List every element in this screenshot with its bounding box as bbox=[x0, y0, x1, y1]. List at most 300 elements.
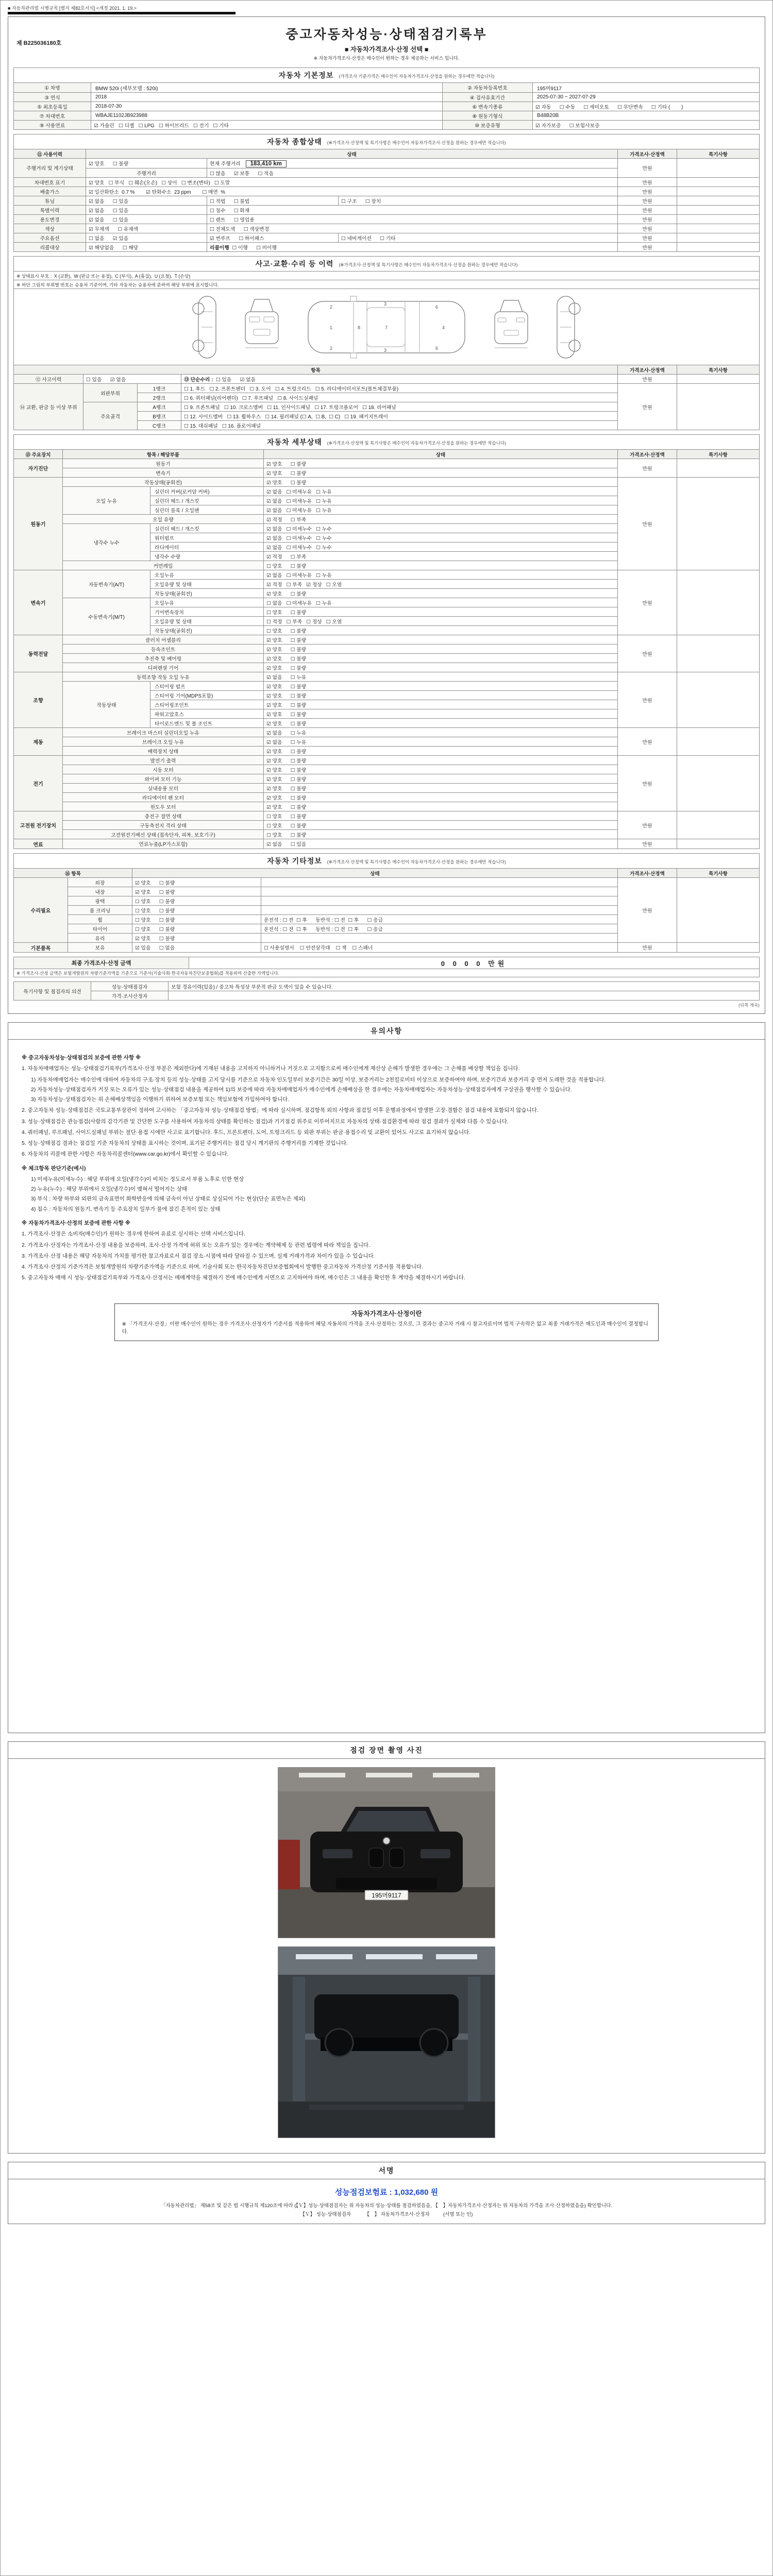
remark-cell bbox=[677, 215, 759, 224]
checkbox-group: ☑ 양호 ☐ 불량 bbox=[264, 802, 618, 811]
notice-paragraph: 2. 중고자동차 성능·상태점검은 국토교통부장관이 정하여 고시하는 「중고자동차 성능·상태점검 방법」에 따라 실시하며, 점검항목 외의 사항과 점검일 이후 운행과정에서 발생한 고장·결함은 점검 내용에 포함되지 않습니다. bbox=[22, 1107, 539, 1114]
subitem-label: 오일누유 bbox=[150, 570, 264, 580]
checkbox-group: ☑ 없음 ☐ 있음 bbox=[86, 206, 207, 215]
field-label: 튜닝 bbox=[14, 196, 86, 206]
subitem-label: 작동상태(공회전) bbox=[150, 589, 264, 598]
subitem-label: 오일유량 및 상태 bbox=[150, 617, 264, 626]
checkbox-group bbox=[261, 878, 618, 887]
group-label: 자기진단 bbox=[14, 459, 63, 478]
column-header: 가격조사·산정액 bbox=[617, 365, 677, 375]
sub-label: 타이어 bbox=[68, 924, 132, 934]
checkbox-group: ☐ 양호 ☐ 불량 bbox=[264, 626, 618, 635]
remark-cell bbox=[677, 224, 759, 233]
item-label: 고전원전기배선 상태 (접속단자, 피복, 보호기구) bbox=[63, 830, 264, 839]
field-label: 차대번호 표기 bbox=[14, 178, 86, 187]
notice-paragraph: 3. 성능·상태점검은 관능점검(사람의 감각기관 및 간단한 도구를 사용하여 자동차의 상태를 확인하는 점검)과 기기점검 위주로 이루어지므로 자동차의 상태·점검환경에 따라 점검 결과가 실제와 다를 수 있습니다. bbox=[22, 1118, 509, 1125]
column-header: 상태 bbox=[86, 149, 618, 159]
amount-cell: 만원 bbox=[617, 839, 677, 849]
checkbox-group: ☐ 15. 대쉬패널 ☐ 16. 플로어패널 bbox=[181, 421, 618, 430]
accident-history-table bbox=[13, 256, 760, 430]
item-label: 발전기 출력 bbox=[63, 756, 264, 765]
amount-cell: 만원 bbox=[617, 196, 677, 206]
checkbox-group: ☑ 양호 ☐ 불량 bbox=[264, 654, 618, 663]
recall-sub-label: 리콜이행 bbox=[210, 245, 229, 251]
checkbox-group: ☐ 양호 ☐ 불량 bbox=[132, 915, 261, 924]
field-label: 리콜대상 bbox=[14, 243, 86, 252]
remark-cell bbox=[677, 635, 759, 672]
remark-cell bbox=[677, 672, 759, 728]
checkbox-group bbox=[261, 934, 618, 943]
amount-cell: 만원 bbox=[617, 243, 677, 252]
checkbox-group: ☐ 없음 ☐ 미세누유 ☐ 누유 bbox=[264, 598, 618, 607]
checkbox-group: ☐ 양호 ☐ 불량 bbox=[132, 924, 261, 934]
item-label: 라디에이터 팬 모터 bbox=[63, 793, 264, 802]
odometer-cell bbox=[207, 159, 618, 168]
sub-label: 유리 bbox=[68, 934, 132, 943]
notice-paragraph: 5. 성능·상태점검 결과는 점검일 기준 자동차의 상태를 표시하는 것이며, 표기된 주행거리는 점검 당시 계기판의 주행거리를 기재한 것입니다. bbox=[22, 1140, 348, 1147]
subitem-label: 실린더 헤드 / 개스킷 bbox=[150, 496, 264, 505]
notice-paragraph: 4. 가격조사·산정의 기준가격은 보험개발원의 차량기준가액을 기준으로 하며, 기술사회 또는 한국자동차진단보증협회에서 발행한 중고자동차 가격산정 기준서를 적용합니다. bbox=[22, 1264, 424, 1270]
field-value: BMW 520i (세부모델 : 520i) bbox=[91, 83, 443, 93]
fee-value: 1,032,680 원 bbox=[394, 2188, 439, 2197]
notice-paragraph: ※ 체크항목 판단기준(예시) bbox=[22, 1165, 86, 1172]
notice-paragraph: 3. 가격조사·산정 내용은 해당 자동차의 가치를 평가한 참고자료로서 점검 장소·시점에 따라 달라질 수 있으며, 실제 거래가격과 차이가 있을 수 있습니다. bbox=[22, 1252, 375, 1259]
checkbox-group: ☑ 양호 ☐ 불량 bbox=[264, 691, 618, 700]
item-label: 작동상태 bbox=[63, 682, 150, 728]
checkbox-group: ☑ 양호 ☐ 불량 bbox=[264, 459, 618, 468]
document-subtitle: ■ 자동차가격조사·산정 선택 ■ bbox=[344, 46, 429, 53]
remark-cell bbox=[677, 187, 759, 196]
checkbox-group bbox=[261, 896, 618, 906]
sub-label: 보유 bbox=[68, 943, 132, 953]
sub-label: 룸 크리닝 bbox=[68, 906, 132, 915]
checkbox-group bbox=[207, 243, 618, 252]
car-diagram-rear bbox=[488, 293, 535, 361]
subitem-label: 스티어링 펌프 bbox=[150, 682, 264, 691]
checkbox-group: ☑ 없음 ☐ 누유 bbox=[264, 728, 618, 737]
item-label: 연료누출(LP가스포함) bbox=[63, 839, 264, 849]
item-label: 작동상태(공회전) bbox=[63, 478, 264, 487]
field-label: 외판부위 bbox=[83, 384, 138, 402]
odometer-value: 183,410 km bbox=[246, 160, 287, 167]
column-header: 특기사항 bbox=[677, 149, 759, 159]
field-value: 195머9117 bbox=[532, 83, 759, 93]
field-label: 주요옵션 bbox=[14, 233, 86, 243]
checkbox-group: ☑ 적정 ☐ 부족 bbox=[264, 515, 618, 524]
checkbox-group: ☑ 양호 ☐ 불량 bbox=[264, 719, 618, 728]
remark-cell bbox=[677, 459, 759, 478]
item-label: 등속조인트 bbox=[63, 645, 264, 654]
item-label: 구동축전지 격리 상태 bbox=[63, 821, 264, 830]
sub-label: 2랭크 bbox=[138, 393, 181, 402]
checkbox-group: ☑ 자가보증 ☐ 보험사보증 bbox=[532, 121, 759, 130]
amount-cell: 만원 bbox=[617, 159, 677, 178]
checkbox-group: ☑ 양호 ☐ 불량 bbox=[264, 709, 618, 719]
field-label: ⑭ 교환, 판금 등 이상 부위 bbox=[14, 384, 83, 430]
field-label: 특기사항 및 점검자의 의견 bbox=[14, 982, 91, 1001]
amount-cell: 만원 bbox=[617, 635, 677, 672]
inspection-photo-front bbox=[278, 1767, 495, 1938]
remark-cell bbox=[677, 478, 759, 570]
checkbox-group: ☑ 양호 ☐ 불량 bbox=[264, 765, 618, 774]
section-title: 자동차 기타정보 bbox=[267, 857, 322, 865]
checkbox-group: ☑ 없음 ☐ 미세누수 ☐ 누수 bbox=[264, 543, 618, 552]
notice-paragraph: 1. 자동차매매업자는 성능·상태점검기록부(가격조사·산정 부분은 제외한다)에 기재된 내용을 고지하지 아니하거나 거짓으로 고지함으로써 매수인에게 재산상 손해가 발생한 경우에는 그 손해를 배상할 책임을 집니다. bbox=[22, 1065, 520, 1072]
amount-cell: 만원 bbox=[617, 375, 677, 384]
column-header: 상태 bbox=[132, 869, 618, 878]
subitem-label: 타이로드엔드 및 볼 조인트 bbox=[150, 719, 264, 728]
subitem-label: 워터펌프 bbox=[150, 533, 264, 543]
field-label: ① 차명 bbox=[14, 83, 91, 93]
checkbox-group: ☑ 양호 ☐ 불량 bbox=[132, 887, 261, 896]
checkbox-group: ☐ 양호 ☐ 불량 bbox=[264, 607, 618, 617]
price-appraisal-info-box bbox=[114, 1303, 659, 1341]
car-diagram-side-right bbox=[553, 293, 581, 361]
notice-paragraph: 4. 쿼터패널, 루프패널, 사이드실패널 부위는 절단·용접 시에만 사고로 표기합니다. 후드, 프론트펜더, 도어, 트렁크리드 등 외판 부위는 판금·용접수리 및 교환이 있어도 사고로 표기하지 않습니다. bbox=[22, 1129, 471, 1136]
amount-cell: 만원 bbox=[617, 215, 677, 224]
legal-statement: 「자동차관리법」 제58조 및 같은 법 시행규칙 제120조에 따라 (【Ｖ】성능·상태점검자는 위 자동차의 성능·상태를 점검하였음을, 【 】자동차가격조사·산정자는 위 자동차의 가격을 조사·산정하였음을) 확인합니다. bbox=[160, 2203, 613, 2209]
checkbox-group: ☑ 양호 ☐ 불량 bbox=[264, 635, 618, 645]
amount-cell: 만원 bbox=[617, 570, 677, 635]
checkbox-group: ☑ 양호 ☐ 불량 bbox=[264, 793, 618, 802]
subitem-label: 작동상태(공회전) bbox=[150, 626, 264, 635]
remark-cell bbox=[677, 206, 759, 215]
column-header: 특기사항 bbox=[677, 869, 759, 878]
checkbox-group: ☐ 9. 프론트패널 ☐ 10. 크로스멤버 ☐ 11. 인사이드패널 ☐ 17. 트렁크플로어 ☐ 18. 리어패널 bbox=[181, 402, 618, 412]
item-label: 디퍼렌셜 기어 bbox=[63, 663, 264, 672]
item-label: 와이퍼 모터 기능 bbox=[63, 774, 264, 784]
document-header bbox=[13, 20, 760, 63]
basic-info-table bbox=[13, 67, 760, 130]
final-price-value: 0 0 0 0 만원 bbox=[189, 957, 760, 969]
section-note: (※가격조사·산정액 및 특기사항은 매수인이 자동차가격조사·산정을 원하는 경우에만 적습니다) bbox=[327, 140, 506, 145]
sub-label: 외장 bbox=[68, 878, 132, 887]
checkbox-group: ☑ 양호 ☐ 불량 bbox=[264, 663, 618, 672]
column-header: ⑮ 주요장치 bbox=[14, 450, 63, 459]
checkbox-group: ☐ 적법 ☐ 불법 bbox=[207, 196, 339, 206]
notice-paragraph: 1) 미세누유(미세누수) : 해당 부위에 오일(냉각수)이 비치는 정도로서 부품 노후로 인한 현상 bbox=[31, 1176, 244, 1182]
remark-cell bbox=[677, 178, 759, 187]
field-label: ⑩ 보증유형 bbox=[442, 121, 532, 130]
checkbox-group: ☑ 양호 ☐ 불량 bbox=[86, 159, 207, 168]
subitem-label: 오일유량 및 상태 bbox=[150, 580, 264, 589]
field-label: 특별이력 bbox=[14, 206, 86, 215]
sub-label: 1랭크 bbox=[138, 384, 181, 393]
field-value: WBAJE1102JB923988 bbox=[91, 111, 443, 121]
remark-cell bbox=[677, 756, 759, 811]
group-label: 제동 bbox=[14, 728, 63, 756]
group-label: 전기 bbox=[14, 756, 63, 811]
section-note: (가격조사 기준가격은 매수인이 자동차가격조사·산정을 원하는 경우에만 적습니다) bbox=[339, 74, 495, 79]
amount-cell: 만원 bbox=[617, 224, 677, 233]
remark-cell bbox=[677, 243, 759, 252]
remark-cell bbox=[677, 728, 759, 756]
subitem-label: 기어변속장치 bbox=[150, 607, 264, 617]
svg-text:3: 3 bbox=[384, 301, 387, 307]
car-diagram-top bbox=[304, 293, 469, 361]
remark-cell bbox=[677, 196, 759, 206]
document-number: 제 B225036180호 bbox=[16, 40, 62, 46]
final-price-label: 최종 가격조사·산정 금액 bbox=[14, 957, 189, 969]
checkbox-group: ☐ 양호 ☐ 불량 bbox=[264, 561, 618, 570]
column-header: 특기사항 bbox=[677, 450, 759, 459]
checkbox-group: ☐ 구조 ☐ 장치 bbox=[339, 196, 618, 206]
sub-label: 내장 bbox=[68, 887, 132, 896]
checkbox-group: ☑ 일산화탄소 0.7 % ☑ 탄화수소 23 ppm ☐ 매연 % bbox=[86, 187, 618, 196]
sub-label: 휠 bbox=[68, 915, 132, 924]
svg-text:6: 6 bbox=[435, 304, 439, 310]
notice-paragraph: 1. 가격조사·산정은 소비자(매수인)가 원하는 경우에 한하여 유료로 실시하는 선택 서비스입니다. bbox=[22, 1231, 245, 1238]
item-label: 윈도우 모터 bbox=[63, 802, 264, 811]
diagram-legend: ※ 상태표시 부호 : X (교환), W (판금 또는 용접), C (부식), A (흠집), U (요철), T (손상) bbox=[14, 272, 760, 280]
form-panel bbox=[8, 16, 765, 1014]
notice-paragraph: 4) 침수 : 자동차의 원동기, 변속기 등 주요장치 일부가 물에 잠긴 흔적이 있는 상태 bbox=[31, 1206, 221, 1212]
photos-panel bbox=[8, 1741, 765, 2154]
notice-body bbox=[8, 1040, 765, 1293]
column-header: 가격조사·산정액 bbox=[617, 869, 677, 878]
license-plate: 195머9117 bbox=[372, 1892, 401, 1899]
notice-paragraph: 2. 가격조사·산정자는 가격조사·산정 내용을 보증하며, 조사·산정 가격에 허위 또는 오류가 있는 경우에는 계약해제 등 관련 법령에 따라 책임을 집니다. bbox=[22, 1242, 371, 1248]
field-label: ⑤ 최초등록일 bbox=[14, 102, 91, 111]
svg-text:1: 1 bbox=[330, 325, 333, 330]
document-title: 중고자동차성능·상태점검기록부 bbox=[285, 27, 488, 42]
checkbox-group: ☑ 없음 ☐ 미세누유 ☐ 누유 bbox=[264, 505, 618, 515]
item-label: 오일 누유 bbox=[63, 487, 150, 515]
item-label: 변속기 bbox=[63, 468, 264, 478]
item-label: 원동기 bbox=[63, 459, 264, 468]
group-label: 조향 bbox=[14, 672, 63, 728]
group-label: 기본품목 bbox=[14, 943, 68, 953]
remark-cell bbox=[677, 384, 759, 430]
sub-label: 주행거리 bbox=[86, 168, 207, 178]
field-value: B48B20B bbox=[532, 111, 759, 121]
checkbox-group: ☐ 양호 ☐ 불량 bbox=[264, 821, 618, 830]
subitem-label: 라디에이터 bbox=[150, 543, 264, 552]
checkbox-group: ☑ 없음 ☐ 있음 bbox=[264, 839, 618, 849]
recall-options: ☐ 이행 ☐ 미이행 bbox=[232, 245, 277, 251]
notice-paragraph: 6. 자동차의 리콜에 관한 사항은 자동차리콜센터(www.car.go.kr)에서 확인할 수 있습니다. bbox=[22, 1151, 229, 1158]
signature-body bbox=[8, 2179, 765, 2224]
field-label: ⑨ 사용연료 bbox=[14, 121, 91, 130]
signature-title: 서명 bbox=[8, 2162, 765, 2179]
item-label: 시동 모터 bbox=[63, 765, 264, 774]
remark-cell bbox=[677, 943, 759, 953]
notice-paragraph: ※ 중고자동차성능·상태점검의 보증에 관한 사항 ※ bbox=[22, 1055, 141, 1061]
svg-text:7: 7 bbox=[385, 325, 388, 330]
column-header: 항목 bbox=[14, 365, 618, 375]
checkbox-group: ☑ 없음 ☐ 미세누유 ☐ 누유 bbox=[264, 496, 618, 505]
svg-text:2: 2 bbox=[330, 345, 333, 351]
checkbox-group bbox=[181, 375, 618, 384]
notice-title: 유의사항 bbox=[8, 1023, 765, 1040]
checkbox-group: ☐ 전체도색 ☐ 색상변경 bbox=[207, 224, 618, 233]
checkbox-group: ☑ 양호 ☐ 불량 bbox=[264, 682, 618, 691]
checkbox-group: ☐ 1. 후드 ☐ 2. 프론트펜더 ☐ 3. 도어 ☐ 4. 트렁크리드 ☐ 5. 라디에이터서포트(볼트체결부품) bbox=[181, 384, 618, 393]
notice-paragraph: 1) 자동차매매업자는 매수인에 대하여 자동차의 구조·장치 등의 성능·상태를 고지 당시를 기준으로 자동차 인도일부터 보증기간은 30일 이상, 보증거리는 2천킬로미터 이상으로 보증하여야 하며, 보증기간과 보증거리 중 먼저 도래한 것을 적용합니다. bbox=[31, 1076, 606, 1083]
amount-cell: 만원 bbox=[617, 178, 677, 187]
item-label: 브레이크 마스터 실린더오일 누유 bbox=[63, 728, 264, 737]
field-label: ⑫ 사고이력 bbox=[14, 375, 83, 384]
column-header: 가격조사·산정액 bbox=[617, 450, 677, 459]
checkbox-group bbox=[261, 887, 618, 896]
group-label: 연료 bbox=[14, 839, 63, 849]
notice-panel bbox=[8, 1022, 765, 1733]
car-diagram-side-left bbox=[192, 293, 220, 361]
svg-text:8: 8 bbox=[358, 325, 361, 330]
simple-repair-label: ⑬ 단순수리 : bbox=[184, 377, 213, 383]
section-title: 자동차 종합상태 bbox=[267, 138, 322, 146]
checkbox-group: ☐ 네비게이션 ☐ 기타 bbox=[339, 233, 618, 243]
sub-label: B랭크 bbox=[138, 412, 181, 421]
remark-cell bbox=[677, 233, 759, 243]
checkbox-group: ☐ 많음 ☑ 보통 ☐ 적음 bbox=[207, 168, 618, 178]
item-label: 충전구 절연 상태 bbox=[63, 811, 264, 821]
notice-paragraph: 2) 자동차성능·상태점검자가 거짓 또는 오류가 있는 성능·상태점검 내용을 제공하여 1)의 보증에 따라 자동차매매업자가 매수인에게 손해배상을 한 경우에는 자동차매매업자는 자동차성능·상태점검자에게 구상권을 행사할 수 있습니다. bbox=[31, 1086, 572, 1093]
amount-cell: 만원 bbox=[617, 206, 677, 215]
item-label: 냉각수 누수 bbox=[63, 524, 150, 561]
amount-cell: 만원 bbox=[617, 672, 677, 728]
subitem-label: 실린더 헤드 / 개스킷 bbox=[150, 524, 264, 533]
section-title: 자동차 기본정보 bbox=[278, 71, 334, 79]
field-label: ③ 연식 bbox=[14, 93, 91, 102]
notice-paragraph: ※ 자동차가격조사·산정의 보증에 관한 사항 ※ bbox=[22, 1219, 130, 1226]
field-label: ⑦ 차대번호 bbox=[14, 111, 91, 121]
field-label: 배출가스 bbox=[14, 187, 86, 196]
field-label: 색상 bbox=[14, 224, 86, 233]
section-note: (※가격조사·산정액 및 특기사항은 매수인이 자동차가격조사·산정을 원하는 경우에만 적습니다) bbox=[339, 262, 518, 267]
simple-repair-options: ☐ 있음 ☑ 없음 bbox=[215, 377, 256, 383]
amount-cell: 만원 bbox=[617, 811, 677, 839]
column-header: 상태 bbox=[264, 450, 618, 459]
checkbox-group: ☑ 없음 ☐ 있음 bbox=[86, 215, 207, 224]
car-diagram bbox=[16, 290, 757, 364]
amount-cell: 만원 bbox=[617, 943, 677, 953]
item-label: 추진축 및 베어링 bbox=[63, 654, 264, 663]
checkbox-group: ☑ 없음 ☐ 미세누유 ☐ 누유 bbox=[264, 487, 618, 496]
group-label: 동력전달 bbox=[14, 635, 63, 672]
fee-label: 성능점검보험료 : bbox=[334, 2188, 392, 2197]
checkbox-group: ☑ 양호 ☐ 불량 bbox=[264, 645, 618, 654]
amount-cell: 만원 bbox=[617, 459, 677, 478]
checkbox-group: ☑ 없음 ☐ 있음 bbox=[86, 196, 207, 206]
signature-panel bbox=[8, 2162, 765, 2224]
notice-paragraph: 5. 중고자동차 매매 시 성능·상태점검기록부와 가격조사·산정서는 매매계약을 체결하기 전에 매수인에게 서면으로 고지하여야 하며, 매수인은 그 내용을 확인한 후 계약을 체결하시기 바랍니다. bbox=[22, 1275, 465, 1281]
column-header: ⑯ 항목 bbox=[14, 869, 132, 878]
checkbox-group: ☑ 가솔린 ☐ 디젤 ☐ LPG ☐ 하이브리드 ☐ 전기 ☐ 기타 bbox=[91, 121, 443, 130]
item-label: 클러치 어셈블리 bbox=[63, 635, 264, 645]
info-box-title: 자동차가격조사·산정이란 bbox=[351, 1310, 422, 1317]
remark-cell bbox=[677, 159, 759, 178]
column-header: ⑪ 사용이력 bbox=[14, 149, 86, 159]
checkbox-group: ☑ 적정 ☐ 부족 bbox=[264, 552, 618, 561]
photos-area bbox=[8, 1759, 765, 2149]
checkbox-group: ☑ 양호 ☐ 불량 bbox=[264, 478, 618, 487]
amount-cell: 만원 bbox=[617, 187, 677, 196]
group-label: 원동기 bbox=[14, 478, 63, 570]
checkbox-group: ☑ 양호 ☐ 불량 bbox=[264, 589, 618, 598]
remark-cell bbox=[677, 839, 759, 849]
item-label: 동력조향 작동 오일 누유 bbox=[63, 672, 264, 682]
notice-paragraph: 3) 부식 : 차량 하부와 외판의 금속표면이 화학반응에 의해 금속이 아닌 상태로 상실되어 가는 현상(단순 표면녹은 제외) bbox=[31, 1196, 306, 1202]
svg-text:4: 4 bbox=[442, 325, 445, 330]
diagram-legend: ※ 하단 그림의 부위별 번호는 승용차 기준이며, 기타 자동차는 승용차에 준하여 해당 부위에 표시합니다. bbox=[14, 280, 760, 289]
checkbox-group: ☑ 자동 ☐ 수동 ☐ 세미오토 ☐ 무단변속 ☐ 기타 ( ) bbox=[532, 102, 759, 111]
inspection-photo-underbody bbox=[278, 1946, 495, 2138]
overall-condition-table bbox=[13, 134, 760, 252]
checkbox-group: ☐ 사용설명서 ☐ 안전삼각대 ☐ 잭 ☐ 스패너 bbox=[261, 943, 618, 953]
amount-cell: 만원 bbox=[617, 756, 677, 811]
checkbox-group: ☑ 무채색 ☐ 유채색 bbox=[86, 224, 207, 233]
amount-cell: 만원 bbox=[617, 478, 677, 570]
checkbox-group: ☐ 양호 ☐ 불량 bbox=[264, 811, 618, 821]
amount-cell: 만원 bbox=[617, 384, 677, 430]
checkbox-group: ☑ 양호 ☐ 불량 bbox=[264, 747, 618, 756]
checkbox-group: ☑ 양호 ☐ 불량 bbox=[132, 934, 261, 943]
subitem-label: 스티어링 기어(MDPS포함) bbox=[150, 691, 264, 700]
checkbox-group: ☐ 양호 ☐ 불량 bbox=[264, 830, 618, 839]
redacted-bar bbox=[8, 12, 236, 14]
field-label: 주행거리 및 계기상태 bbox=[14, 159, 86, 178]
group-label: 변속기 bbox=[14, 570, 63, 635]
car-diagram-front bbox=[238, 293, 285, 361]
group-label: 고전원 전기장치 bbox=[14, 811, 63, 839]
checkbox-group: ☐ 침수 ☐ 화재 bbox=[207, 206, 618, 215]
subitem-label: 스티어링조인트 bbox=[150, 700, 264, 709]
inspector-comment: 보험 경유이력(있음) / 중고차 특성상 부분적 판금 도색이 있을 수 있습니다. bbox=[169, 982, 760, 991]
item-label: 배력장치 상태 bbox=[63, 747, 264, 756]
sub-label: A랭크 bbox=[138, 402, 181, 412]
odometer-label: 현재 주행거리 bbox=[210, 161, 241, 167]
checkbox-group: 운전석 : ☐ 전 ☐ 후 동반석 : ☐ 전 ☐ 후 ☐ 응급 bbox=[261, 924, 618, 934]
svg-text:2: 2 bbox=[330, 304, 333, 310]
checkbox-group: ☐ 12. 사이드멤버 ☐ 13. 휠하우스 ☐ 14. 필러패널 (☐ A, ☐ B, ☐ C) ☐ 19. 패키지트레이 bbox=[181, 412, 618, 421]
group-label: 수리필요 bbox=[14, 878, 68, 943]
column-header: 항목 / 해당부품 bbox=[63, 450, 264, 459]
remarks-table bbox=[13, 981, 760, 1001]
checkbox-group: ☑ 양호 ☐ 부식 ☐ 훼손(오손) ☐ 상이 ☐ 변조(변타) ☐ 도말 bbox=[86, 178, 618, 187]
section-note: (※가격조사·산정액 및 특기사항은 매수인이 자동차가격조사·산정을 원하는 경우에만 적습니다) bbox=[327, 440, 506, 446]
item-label: 커먼레일 bbox=[63, 561, 264, 570]
checkbox-group: ☑ 없음 ☐ 누유 bbox=[264, 672, 618, 682]
section-note: (※가격조사·산정액 및 특기사항은 매수인이 자동차가격조사·산정을 원하는 경우에만 적습니다) bbox=[327, 859, 506, 865]
checkbox-group: ☐ 없음 ☑ 있음 bbox=[86, 233, 207, 243]
column-header: 특기사항 bbox=[677, 365, 759, 375]
law-form-note: ■ 자동차관리법 시행규칙 [별지 제82호서식] <개정 2021. 1. 19.> bbox=[8, 6, 137, 11]
checkbox-group: ☑ 양호 ☐ 불량 bbox=[264, 774, 618, 784]
final-price-table bbox=[13, 957, 760, 977]
checkbox-group: ☑ 양호 ☐ 불량 bbox=[264, 756, 618, 765]
etc-info-table bbox=[13, 853, 760, 953]
subitem-label: 파워고압호스 bbox=[150, 709, 264, 719]
column-header: 가격조사·산정액 bbox=[617, 149, 677, 159]
checkbox-group: ☑ 양호 ☐ 불량 bbox=[264, 784, 618, 793]
field-label: ⑥ 변속기종류 bbox=[442, 102, 532, 111]
field-value: 2018-07-30 bbox=[91, 102, 443, 111]
item-label: 자동변속기(A/T) bbox=[63, 570, 150, 598]
checkbox-group: ☑ 없음 ☐ 미세누수 ☐ 누수 bbox=[264, 533, 618, 543]
checkbox-group: ☐ 적정 ☐ 부족 ☐ 정상 ☐ 오염 bbox=[264, 617, 618, 626]
final-price-note: ※ 가격조사·산정 금액은 보험개발원의 차량기준가액을 기준으로 기준서(기술사회·한국자동차진단보증협회)를 적용하여 산출한 가액입니다. bbox=[14, 969, 760, 977]
document-note: ※ 자동차가격조사·산정은 매수인이 원하는 경우 제공하는 서비스 입니다. bbox=[313, 56, 460, 61]
checkbox-group: ☑ 적정 ☐ 부족 ☑ 정상 ☐ 오염 bbox=[264, 580, 618, 589]
checkbox-group: ☑ 있음 ☐ 없음 bbox=[132, 943, 261, 953]
remark-cell bbox=[677, 375, 759, 384]
checkbox-group: ☐ 양호 ☐ 불량 bbox=[132, 906, 261, 915]
section-title: 사고·교환·수리 등 이력 bbox=[255, 260, 334, 268]
checkbox-group: ☑ 양호 ☐ 불량 bbox=[264, 468, 618, 478]
checkbox-group bbox=[261, 906, 618, 915]
field-value: 2018 bbox=[91, 93, 443, 102]
